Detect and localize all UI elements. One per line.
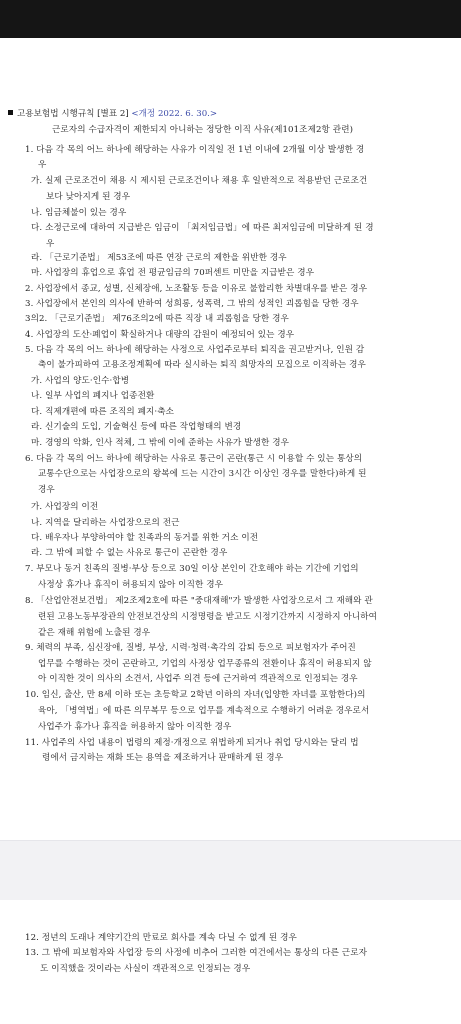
list-item-cont: 도 이직했을 것이라는 사실이 객관적으로 인정되는 경우 [40, 964, 251, 974]
list-item: 12. 정년의 도래나 계약기간의 만료로 회사를 계속 다닐 수 없게 된 경우 [25, 933, 297, 943]
list-item-cont: 우 [38, 160, 47, 170]
section-heading: 근로자의 수급자격이 제한되지 아니하는 정당한 이직 사유(제101조제2항 관련) [52, 125, 354, 135]
page-separator [0, 840, 461, 902]
top-app-bar [0, 0, 461, 38]
sub-item: 라. 「근로기준법」 제53조에 따른 연장 근로의 제한을 위반한 경우 [31, 253, 287, 263]
sub-item-cont: 보다 낮아지게 된 경우 [46, 192, 131, 202]
square-bullet-icon [8, 110, 13, 115]
list-item: 3의2. 「근로기준법」 제76조의2에 따른 직장 내 괴롭힘을 당한 경우 [25, 314, 289, 324]
revision-link[interactable]: <개정 2022. 6. 30.> [131, 109, 218, 119]
list-item-cont: 같은 재해 위험에 노출된 경우 [38, 628, 151, 638]
list-item: 6. 다음 각 목의 어느 하나에 해당하는 사유로 통근이 곤란(통근 시 이용할 수 있는 통상의 [25, 454, 363, 464]
sub-item: 가. 실제 근로조건이 채용 시 제시된 근로조건이나 채용 후 일반적으로 적용받던 근로조건 [31, 176, 368, 186]
list-item: 2. 사업장에서 종교, 성별, 신체장애, 노조활동 등을 이유로 불합리한 차별대우를 받은 경우 [25, 284, 368, 294]
list-item-cont: 업무를 수행하는 것이 곤란하고, 기업의 사정상 업무종류의 전환이나 휴직이 허용되지 않 [38, 659, 372, 669]
sub-item: 다. 소정근로에 대하여 지급받은 임금이 「최저임금법」에 따른 최저임금에 미달하게 된 경 [31, 223, 374, 233]
sub-item: 가. 사업의 양도·인수·합병 [31, 376, 130, 386]
list-item-cont: 아 이직한 것이 의사의 소견서, 사업주 의견 등에 근거하여 객관적으로 인정되는 경우 [38, 674, 358, 684]
sub-item: 라. 그 밖에 피할 수 없는 사유로 통근이 곤란한 경우 [31, 548, 228, 558]
list-item: 1. 다음 각 목의 어느 하나에 해당하는 사유가 이직일 전 1년 이내에 2개월 이상 발생한 경 [25, 145, 365, 155]
list-item-cont: 경우 [38, 485, 55, 495]
list-item: 11. 사업주의 사업 내용이 법령의 제정·개정으로 위법하게 되거나 취업 당시와는 달리 법 [25, 738, 359, 748]
document-title: 고용보험법 시행규칙 [별표 2] [17, 109, 129, 119]
sub-item: 다. 직제개편에 따른 조직의 폐지·축소 [31, 407, 175, 417]
list-item: 10. 임신, 출산, 만 8세 이하 또는 초등학교 2학년 이하의 자녀(입양한 자녀를 포함한다)의 [25, 690, 366, 700]
document-page-2 [0, 900, 461, 1024]
list-item: 5. 다음 각 목의 어느 하나에 해당하는 사정으로 사업주로부터 퇴직을 권고받거나, 인원 감 [25, 345, 365, 355]
document-header [8, 107, 217, 119]
list-item-cont: 육아, 「병역법」에 따른 의무복무 등으로 업무를 계속적으로 수행하기 어려운 경우로서 [38, 706, 370, 716]
list-item: 13. 그 밖에 피보험자와 사업장 등의 사정에 비추어 그러한 여건에서는 통상의 다른 근로자 [25, 948, 368, 958]
list-item-cont: 교통수단으로는 사업장으로의 왕복에 드는 시간이 3시간 이상인 경우를 말한다)하게 된 [38, 469, 367, 479]
list-item: 8. 「산업안전보건법」 제2조제2호에 따른 "중대재해"가 발생한 사업장으로서 그 재해와 관 [25, 596, 373, 606]
list-item-cont: 령에서 금지하는 재화 또는 용역을 제조하거나 판매하게 된 경우 [42, 753, 284, 763]
list-item-cont: 사정상 휴가나 휴직이 허용되지 않아 이직한 경우 [38, 580, 224, 590]
list-item-cont: 련된 고용노동부장관의 안전보건상의 시정명령을 받고도 시정기간까지 시정하지 아니하여 [38, 612, 378, 622]
list-item: 3. 사업장에서 본인의 의사에 반하여 성희롱, 성폭력, 그 밖의 성적인 괴롭힘을 당한 경우 [25, 299, 359, 309]
sub-item: 다. 배우자나 부양하여야 할 친족과의 동거를 위한 거소 이전 [31, 533, 259, 543]
sub-item: 가. 사업장의 이전 [31, 502, 99, 512]
list-item-cont: 사업주가 휴가나 휴직을 허용하지 않아 이직한 경우 [38, 722, 232, 732]
sub-item: 나. 일부 사업의 폐지나 업종전환 [31, 391, 155, 401]
list-item: 4. 사업장의 도산·폐업이 확실하거나 대량의 감원이 예정되어 있는 경우 [25, 330, 295, 340]
list-item: 9. 체력의 부족, 심신장애, 질병, 부상, 시력·청력·촉각의 감퇴 등으로 피보험자가 주어진 [25, 643, 356, 653]
list-item: 7. 부모나 동거 친족의 질병·부상 등으로 30일 이상 본인이 간호해야 하는 기간에 기업의 [25, 564, 359, 574]
sub-item: 나. 지역을 달리하는 사업장으로의 전근 [31, 518, 180, 528]
sub-item: 라. 신기술의 도입, 기술혁신 등에 따른 작업형태의 변경 [31, 422, 242, 432]
sub-item: 나. 임금체불이 있는 경우 [31, 208, 127, 218]
sub-item: 마. 사업장의 휴업으로 휴업 전 평균임금의 70퍼센트 미만을 지급받은 경우 [31, 268, 315, 278]
sub-item-cont: 우 [46, 239, 55, 249]
sub-item: 마. 경영의 악화, 인사 적체, 그 밖에 이에 준하는 사유가 발생한 경우 [31, 438, 290, 448]
list-item-cont: 축이 불가피하여 고용조정계획에 따라 실시하는 퇴직 희망자의 모집으로 이직하는 경우 [38, 360, 366, 370]
